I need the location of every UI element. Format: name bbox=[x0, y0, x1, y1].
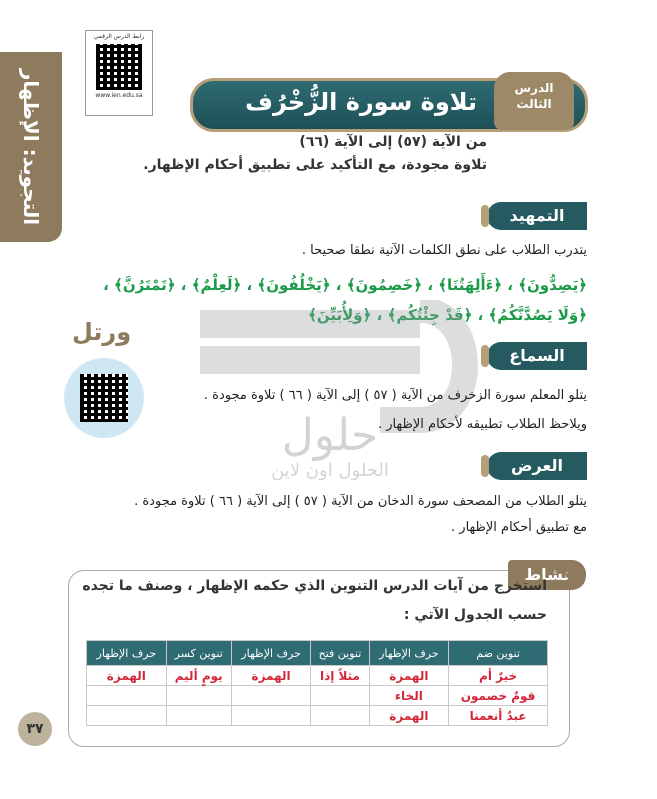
cell: الهمزة bbox=[369, 666, 449, 686]
qr-url: www.ien.edu.sa bbox=[95, 92, 143, 99]
cell: خيرٌ أم bbox=[449, 666, 548, 686]
question-mark-icon: ? bbox=[560, 555, 580, 595]
cell: عبدٌ أنعمنا bbox=[449, 706, 548, 726]
lesson-badge-line1: الدرس bbox=[514, 81, 554, 95]
cell: الهمزة bbox=[87, 666, 167, 686]
activity-table bbox=[86, 640, 548, 726]
presentation-text2: مع تطبيق أحكام الإظهار . bbox=[451, 520, 587, 535]
subtitle-goal: تلاوة مجودة، مع التأكيد على تطبيق أحكام الإظهار. bbox=[143, 157, 487, 173]
presentation-text1: يتلو الطلاب من المصحف سورة الدخان من الآية ( ٥٧ ) إلى الآية ( ٦٦ ) تلاوة مجودة . bbox=[134, 494, 587, 509]
cell: الهمزة bbox=[231, 666, 311, 686]
cell bbox=[166, 706, 231, 726]
lesson-badge bbox=[494, 72, 574, 130]
side-tab-text: التجويد: الإظهار bbox=[19, 68, 43, 226]
cell: الخاء bbox=[369, 686, 449, 706]
table-row bbox=[87, 686, 548, 706]
listening-text2: ويلاحظ الطلاب تطبيقه لأحكام الإظهار . bbox=[378, 417, 587, 432]
cell bbox=[311, 686, 369, 706]
listening-heading: السماع bbox=[487, 342, 587, 370]
listening-text1: يتلو المعلم سورة الزخرف من الآية ( ٥٧ ) إلى الآية ( ٦٦ ) تلاوة مجودة . bbox=[203, 388, 587, 403]
cell: الهمزة bbox=[369, 706, 449, 726]
page-number: ٣٧ bbox=[18, 712, 52, 746]
qr-code-icon bbox=[96, 44, 142, 90]
cell bbox=[87, 686, 167, 706]
intro-text: يتدرب الطلاب على نطق الكلمات الآتية نطقا صحيحا . bbox=[301, 243, 587, 258]
col-header: حرف الإظهار bbox=[231, 641, 311, 666]
cell bbox=[231, 706, 311, 726]
cell bbox=[311, 706, 369, 726]
col-header: حرف الإظهار bbox=[369, 641, 449, 666]
activity-tag: نشاط bbox=[508, 560, 586, 590]
quran-words-line1: ﴿يَصِدُّونَ﴾ ، ﴿ءَأَلِهَتُنَا﴾ ، ﴿خَصِمُونَ﴾ ، ﴿يَخْلُفُونَ﴾ ، ﴿لَعِلْمٌ﴾ ، ﴿تَمْتَرُنَّ﴾ ، bbox=[103, 276, 587, 294]
side-tab bbox=[0, 52, 62, 242]
recite-qr-block[interactable] bbox=[50, 318, 160, 458]
recite-qr-icon bbox=[80, 374, 128, 422]
cell: يومٍ أليم bbox=[166, 666, 231, 686]
intro-heading: التمهيد bbox=[487, 202, 587, 230]
activity-text1: استخرج من آيات الدرس التنوين الذي حكمه الإظهار ، وصنف ما تجده bbox=[82, 578, 547, 594]
watermark-text: حلول bbox=[281, 410, 379, 461]
cell: مثلاً إذا bbox=[311, 666, 369, 686]
watermark-subtext: الحلول اون لاين bbox=[271, 460, 389, 480]
quran-words-line2: ﴿وَلَا يَصُدَّنَّكُمُ﴾ ، ﴿قَدْ جِئْتُكُم﴾ ، ﴿وَلِأُبَيِّنَ﴾ bbox=[308, 306, 587, 324]
cell: قومٌ خصمون bbox=[449, 686, 548, 706]
cell bbox=[87, 706, 167, 726]
presentation-heading: العرض bbox=[487, 452, 587, 480]
qr-caption: رابط الدرس الرقمي bbox=[93, 33, 145, 40]
lesson-badge-line2: الثالث bbox=[516, 97, 552, 111]
col-header: حرف الإظهار bbox=[87, 641, 167, 666]
cell bbox=[231, 686, 311, 706]
col-header: تنوين ضم bbox=[449, 641, 548, 666]
cell bbox=[166, 686, 231, 706]
subtitle-range: من الآية (٥٧) إلى الآية (٦٦) bbox=[299, 134, 487, 150]
table-row bbox=[87, 666, 548, 686]
lesson-title: تلاوة سورة الزُّخْرُف bbox=[245, 88, 477, 116]
col-header: تنوين فتح bbox=[311, 641, 369, 666]
digital-lesson-qr[interactable] bbox=[85, 30, 153, 116]
col-header: تنوين كسر bbox=[166, 641, 231, 666]
table-row bbox=[87, 706, 548, 726]
recite-logo: ورتل bbox=[72, 318, 132, 346]
activity-text2: حسب الجدول الآتي : bbox=[403, 607, 547, 623]
